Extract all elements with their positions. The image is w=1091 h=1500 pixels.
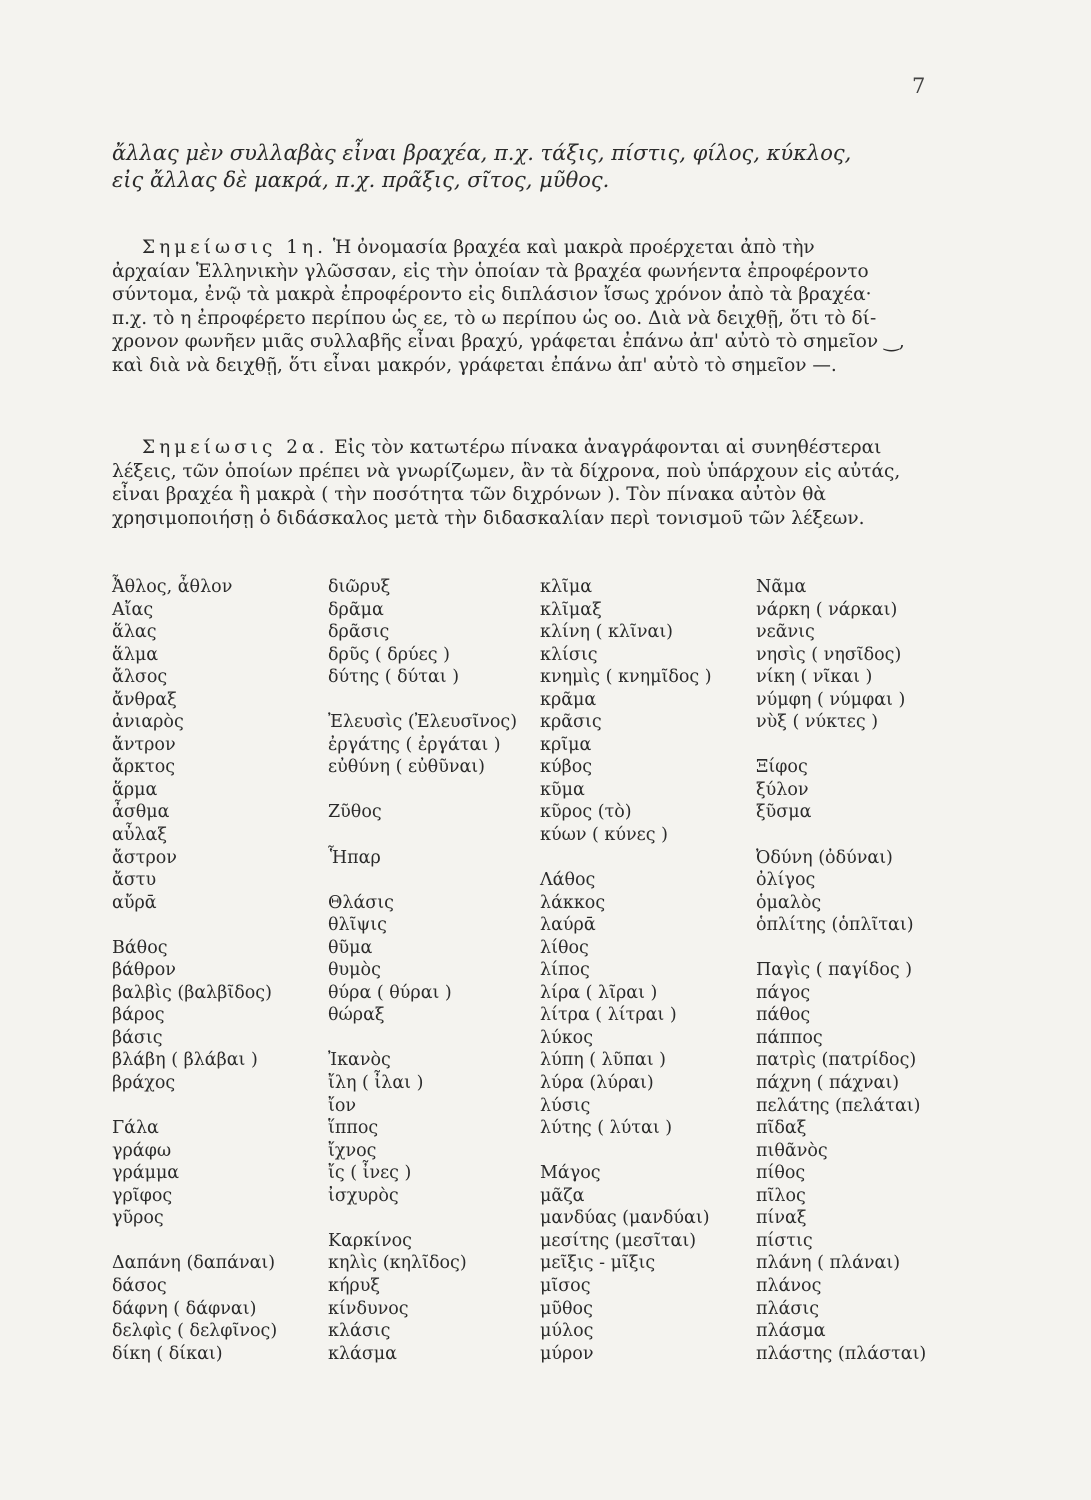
word-entry: δελφὶς ( δελφῖνος) [112, 1321, 278, 1342]
word-entry: Θλάσις [328, 892, 394, 913]
word-entry: λίτρα ( λίτραι ) [540, 1005, 677, 1026]
text-line [112, 236, 948, 260]
word-entry: πλάσμα [756, 1321, 826, 1342]
word-column-4 [756, 576, 926, 1365]
word-entry [328, 1207, 517, 1230]
word-entry [112, 1095, 277, 1118]
word-entry: μανδύας (μανδύαι) [540, 1208, 710, 1229]
word-entry: ὁπλίτης (ὁπλῖται) [756, 915, 914, 936]
word-entry: Ἰκανὸς [328, 1050, 391, 1071]
page-number: 7 [912, 74, 926, 98]
note-label: Σημείωσις 2α. [142, 437, 329, 458]
word-entry: γρῖφος [112, 1185, 173, 1206]
word-entry: πιθᾶνὸς [756, 1140, 828, 1161]
word-entry: πῖδαξ [756, 1118, 807, 1139]
text-line: σύντομα, ἐνῷ τὰ μακρὰ ἐπροφέροντο εἰς διπλάσιον ἴσως χρόνον ἀπὸ τὰ βραχέα· [112, 284, 872, 305]
word-entry [328, 869, 517, 892]
word-entry: ἴον [328, 1095, 357, 1116]
word-entry: πελάτης (πελάται) [756, 1095, 921, 1116]
word-entry: Ἧπαρ [328, 847, 381, 868]
word-entry: μεῖξις - μῖξις [540, 1253, 656, 1274]
text-line: π.χ. τὸ η ἐπροφέρετο περίπου ὡς εε, τὸ ω περίπου ὡς οο. Διὰ νὰ δειχθῇ, ὅτι τὸ δί- [112, 307, 877, 329]
word-entry: γράφω [112, 1140, 172, 1161]
word-entry: κλίνη ( κλῖναι) [540, 622, 674, 643]
word-entry: κλάσις [328, 1321, 391, 1342]
word-entry: μύλος [540, 1321, 594, 1342]
word-entry: Ξίφος [756, 757, 808, 778]
word-entry: ἴς ( ἶνες ) [328, 1163, 412, 1184]
word-entry: ἄστυ [112, 870, 157, 891]
word-entry: κρᾶσις [540, 712, 602, 733]
word-entry: ξῦσμα [756, 802, 812, 823]
note-text: Εἰς τὸν κατωτέρω πίνακα ἀναγράφονται αἱ συνηθέστεραι [334, 437, 882, 458]
word-entry: Ἆθλος, ἆθλον [112, 577, 233, 597]
word-entry: Παγὶς ( παγίδος ) [756, 960, 913, 981]
text-line: εἶναι βραχέα ἢ μακρὰ ( τὴν ποσότητα τῶν διχρόνων ). Τὸν πίνακα αὐτὸν θὰ [112, 484, 826, 505]
word-column-3 [540, 576, 712, 1365]
word-entry: διῶρυξ [328, 577, 391, 597]
word-entry: ἰσχυρὸς [328, 1185, 399, 1206]
word-entry: κύβος [540, 757, 593, 778]
word-entry: λύσις [540, 1095, 591, 1116]
text-line: ἀρχαίαν Ἑλληνικὴν γλῶσσαν, εἰς τὴν ὁποίαν τὰ βραχέα φωνήεντα ἐπροφέροντο [112, 260, 869, 282]
word-entry: γράμμα [112, 1163, 180, 1184]
word-entry [756, 937, 926, 960]
word-entry: αὖλαξ [112, 825, 168, 846]
word-entry: βράχος [112, 1073, 176, 1094]
word-entry: πίθος [756, 1163, 806, 1184]
word-entry: Δαπάνη (δαπάναι) [112, 1253, 276, 1274]
word-entry [112, 914, 277, 937]
word-entry: λύρα (λύραι) [540, 1073, 654, 1094]
intro-paragraph [112, 140, 948, 194]
word-entry: λίπος [540, 960, 590, 981]
word-entry [328, 689, 517, 712]
word-entry: δρῦς ( δρύες ) [328, 644, 450, 665]
word-entry [756, 734, 926, 757]
word-entry: ἐργάτης ( ἐργάται ) [328, 734, 501, 755]
word-entry: Λάθος [540, 870, 596, 891]
word-entry: λίθος [540, 937, 589, 958]
word-entry: μεσίτης (μεσῖται) [540, 1230, 697, 1251]
word-entry: Ὀδύνη (ὀδύναι) [756, 847, 893, 868]
word-entry: Νᾶμα [756, 577, 807, 597]
note-text: Ἡ ὀνομασία βραχέα καὶ μακρὰ προέρχεται ἀπὸ τὴν [332, 237, 815, 258]
word-entry: ἄρκτος [112, 757, 176, 778]
word-entry: ξύλον [756, 779, 809, 800]
word-entry: θυμὸς [328, 960, 381, 981]
note-1 [112, 236, 948, 377]
word-entry: πλάστης (πλάσται) [756, 1343, 927, 1364]
word-entry: ἴλη ( ἶλαι ) [328, 1073, 424, 1094]
word-entry: λύτης ( λύται ) [540, 1118, 673, 1139]
text-line: χρονον φωνῆεν μιᾶς συλλαβῆς εἶναι βραχύ, γράφεται ἐπάνω ἀπ' αὐτὸ τὸ σημεῖον ‿, [112, 331, 905, 352]
word-entry: ἄνθραξ [112, 689, 177, 710]
word-entry: θώραξ [328, 1005, 385, 1026]
word-entry: ἅλας [112, 622, 157, 643]
word-entry: θύρα ( θύραι ) [328, 982, 452, 1003]
word-entry: κλίσις [540, 644, 598, 665]
word-entry: Γάλα [112, 1118, 159, 1139]
word-entry: ἵππος [328, 1118, 379, 1139]
word-entry: ὀλίγος [756, 870, 816, 891]
word-entry: πίστις [756, 1230, 813, 1251]
word-entry: κνημὶς ( κνημῖδος ) [540, 667, 712, 688]
word-entry: εὐθύνη ( εὐθῦναι) [328, 757, 485, 778]
word-entry: νύμφη ( νύμφαι ) [756, 689, 906, 710]
note-2 [112, 436, 948, 530]
word-entry: δάσος [112, 1275, 167, 1296]
word-entry: πάθος [756, 1005, 811, 1026]
word-entry: Ζῦθος [328, 802, 382, 823]
word-entry [328, 1027, 517, 1050]
word-entry: κῦμα [540, 779, 585, 800]
word-entry: μᾶζα [540, 1185, 585, 1206]
word-entry: πατρὶς (πατρίδος) [756, 1050, 917, 1071]
word-entry [328, 824, 517, 847]
word-entry: ἄντρον [112, 734, 176, 755]
word-entry: ὁμαλὸς [756, 892, 822, 913]
word-entry: πάχνη ( πάχναι) [756, 1073, 900, 1094]
word-entry: αὔρᾱ [112, 892, 157, 913]
word-entry: Ἐλευσὶς (Ἐλευσῖνος) [328, 712, 518, 733]
word-column-2 [328, 576, 517, 1365]
word-entry: μύρον [540, 1343, 594, 1364]
word-entry: ἀνιαρὸς [112, 712, 184, 733]
word-entry: ἄλσος [112, 667, 168, 688]
word-entry: λάκκος [540, 892, 606, 913]
word-entry: κλάσμα [328, 1343, 397, 1364]
word-entry: βάσις [112, 1027, 163, 1048]
word-entry [112, 1230, 277, 1253]
word-entry: ἆσθμα [112, 802, 170, 823]
word-entry: νεᾶνις [756, 622, 815, 643]
word-entry: βάρος [112, 1005, 165, 1026]
text-line: εἰς ἄλλας δὲ μακρά, π.χ. πρᾶξις, σῖτος, μῦθος. [112, 168, 610, 192]
word-entry: λίρα ( λῖραι ) [540, 982, 658, 1003]
word-entry: δάφνη ( δάφναι) [112, 1298, 257, 1319]
word-entry: γῦρος [112, 1208, 164, 1229]
word-entry: λύπη ( λῦπαι ) [540, 1050, 666, 1071]
word-entry [540, 1140, 712, 1163]
text-line: ἄλλας μὲν συλλαβὰς εἶναι βραχέα, π.χ. τάξις, πίστις, φίλος, κύκλος, [112, 141, 852, 165]
word-entry: δρᾶμα [328, 599, 384, 620]
word-entry: δίκη ( δίκαι) [112, 1343, 223, 1364]
word-entry: λύκος [540, 1027, 594, 1048]
word-entry: δύτης ( δύται ) [328, 667, 460, 688]
word-entry: βάθρον [112, 960, 176, 981]
word-entry: κλῖμαξ [540, 599, 602, 620]
word-entry: Μάγος [540, 1163, 601, 1184]
word-entry: ἄστρον [112, 847, 177, 868]
word-entry: πῖλος [756, 1185, 806, 1206]
word-entry [540, 847, 712, 870]
word-entry: πάππος [756, 1027, 823, 1048]
text-line: χρησιμοποιήσῃ ὁ διδάσκαλος μετὰ τὴν διδασκαλίαν περὶ τονισμοῦ τῶν λέξεων. [112, 507, 865, 529]
text-line: λέξεις, τῶν ὁποίων πρέπει νὰ γνωρίζωμεν, ἂν τὰ δίχρονα, ποὺ ὑπάρχουν εἰς αὐτάς, [112, 460, 901, 482]
word-entry: πλάνος [756, 1275, 822, 1296]
word-entry: νησὶς ( νησῖδος) [756, 644, 902, 665]
word-column-1 [112, 576, 277, 1365]
word-entry [756, 824, 926, 847]
word-entry: κύων ( κύνες ) [540, 825, 668, 846]
word-entry: κηλὶς (κηλῖδος) [328, 1253, 467, 1274]
word-entry: βαλβὶς (βαλβῖδος) [112, 982, 272, 1003]
word-entry: λαύρᾱ [540, 915, 596, 936]
word-entry: μῖσος [540, 1275, 591, 1296]
word-entry: Βάθος [112, 937, 168, 958]
note-label: Σημείωσις 1η. [142, 237, 327, 258]
word-entry: βλάβη ( βλάβαι ) [112, 1050, 258, 1071]
word-entry: μῦθος [540, 1298, 593, 1319]
word-entry: πίναξ [756, 1208, 807, 1229]
word-entry: κῦρος (τὸ) [540, 802, 632, 823]
word-entry: πλάνη ( πλάναι) [756, 1253, 901, 1274]
word-entry: ἅρμα [112, 779, 158, 800]
word-entry: κρῖμα [540, 734, 592, 755]
word-entry: κλῖμα [540, 577, 593, 597]
text-line [112, 436, 948, 460]
word-entry: ἅλμα [112, 644, 159, 665]
word-entry: κίνδυνος [328, 1298, 409, 1319]
word-entry: νάρκη ( νάρκαι) [756, 599, 898, 620]
word-entry: θῦμα [328, 937, 373, 958]
word-entry: κήρυξ [328, 1275, 380, 1296]
word-entry: κρᾶμα [540, 689, 597, 710]
word-entry: νὺξ ( νύκτες ) [756, 712, 879, 733]
text-line: καὶ διὰ νὰ δειχθῇ, ὅτι εἶναι μακρόν, γράφεται ἐπάνω ἀπ' αὐτὸ τὸ σημεῖον —. [112, 354, 837, 376]
word-entry: Καρκίνος [328, 1230, 412, 1251]
word-entry: πλάσις [756, 1298, 820, 1319]
word-entry: Αἴας [112, 599, 154, 620]
word-entry: θλῖψις [328, 915, 387, 936]
word-entry: νίκη ( νῖκαι ) [756, 667, 873, 688]
word-entry: δρᾶσις [328, 622, 390, 643]
word-entry [328, 779, 517, 802]
word-entry: ἴχνος [328, 1140, 377, 1161]
word-entry: πάγος [756, 982, 811, 1003]
